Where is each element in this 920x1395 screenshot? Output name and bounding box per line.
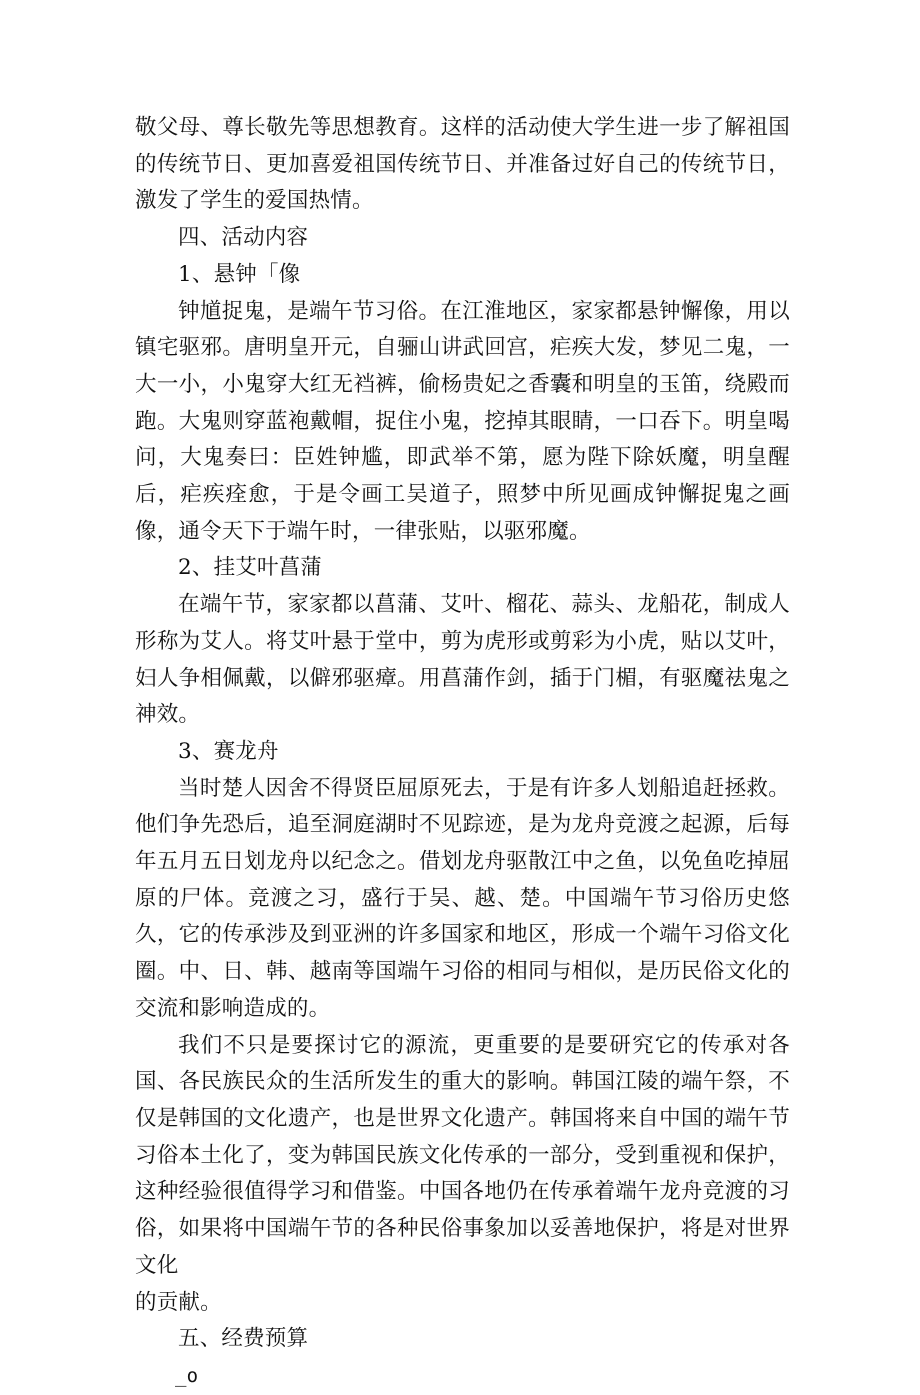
item1-heading: 1、悬钟「像: [178, 261, 301, 287]
item1-body: 钟馗捉鬼，是端午节习俗。在江淮地区，家家都悬钟懈像，用以镇宅驱邪。唐明皇开元，自骊山讲武回宫，疟疾大发，梦见二鬼，一大一小，小鬼穿大红无裆裤，偷杨贵妃之香囊和明皇的玉笛，绕殿而跑。大鬼则穿蓝袍戴帽，捉住小鬼，挖掉其眼睛，一口吞下。明皇喝问，大鬼奏曰：臣姓钟尴，即武举不第，愿为陛下除妖魔，明皇醒后，疟疾痊愈，于是令画工吴道子，照梦中所见画成钟懈捉鬼之画像，通令天下于端午时，一律张贴，以驱邪魔。: [135, 298, 790, 544]
item3-heading: 3、赛龙舟: [178, 738, 279, 764]
paragraph-heritage-end: 的贡献。: [135, 1289, 222, 1315]
item3-body: 当时楚人因舍不得贤臣屈原死去，于是有许多人划船追赶拯救。他们争先恐后，追至洞庭湖时不见踪迹，是为龙舟竞渡之起源，后每年五月五日划龙舟以纪念之。借划龙舟驱散江中之鱼，以免鱼吃掉屈原的尸体。竞渡之习，盛行于吴、越、楚。中国端午节习俗历史悠久，它的传承涉及到亚洲的许多国家和地区，形成一个端午习俗文化圈。中、日、韩、越南等国端午习俗的相同与相似，是历民俗文化的交流和影响造成的。: [135, 775, 790, 1021]
trailing-mark: _o: [175, 1364, 199, 1387]
paragraph-intro-tail: 敬父母、尊长敬先等思想教育。这样的活动使大学生进一步了解祖国的传统节日、更加喜爱祖国传统节日、并准备过好自己的传统节日，激发了学生的爱国热情。: [135, 115, 790, 214]
item2-body: 在端午节，家家都以菖蒲、艾叶、榴花、蒜头、龙船花，制成人形称为艾人。将艾叶悬于堂中，剪为虎形或剪彩为小虎，贴以艾叶，妇人争相佩戴，以僻邪驱瘴。用菖蒲作剑，插于门楣，有驱魔祛鬼之神效。: [135, 592, 790, 728]
section-five-heading: 五、经费预算: [178, 1326, 309, 1352]
section-four-heading: 四、活动内容: [178, 225, 309, 251]
document-body: [135, 110, 790, 1395]
item2-heading: 2、挂艾叶菖蒲: [178, 555, 323, 581]
paragraph-heritage: 我们不只是要探讨它的源流，更重要的是要研究它的传承对各国、各民族民众的生活所发生的重大的影响。韩国江陵的端午祭，不仅是韩国的文化遗产，也是世界文化遗产。韩国将来自中国的端午节习俗本土化了，变为韩国民族文化传承的一部分，受到重视和保护，这种经验很值得学习和借鉴。中国各地仍在传承着端午龙舟竞渡的习俗，如果将中国端午节的各种民俗事象加以妥善地保护，将是对世界文化: [135, 1032, 790, 1278]
